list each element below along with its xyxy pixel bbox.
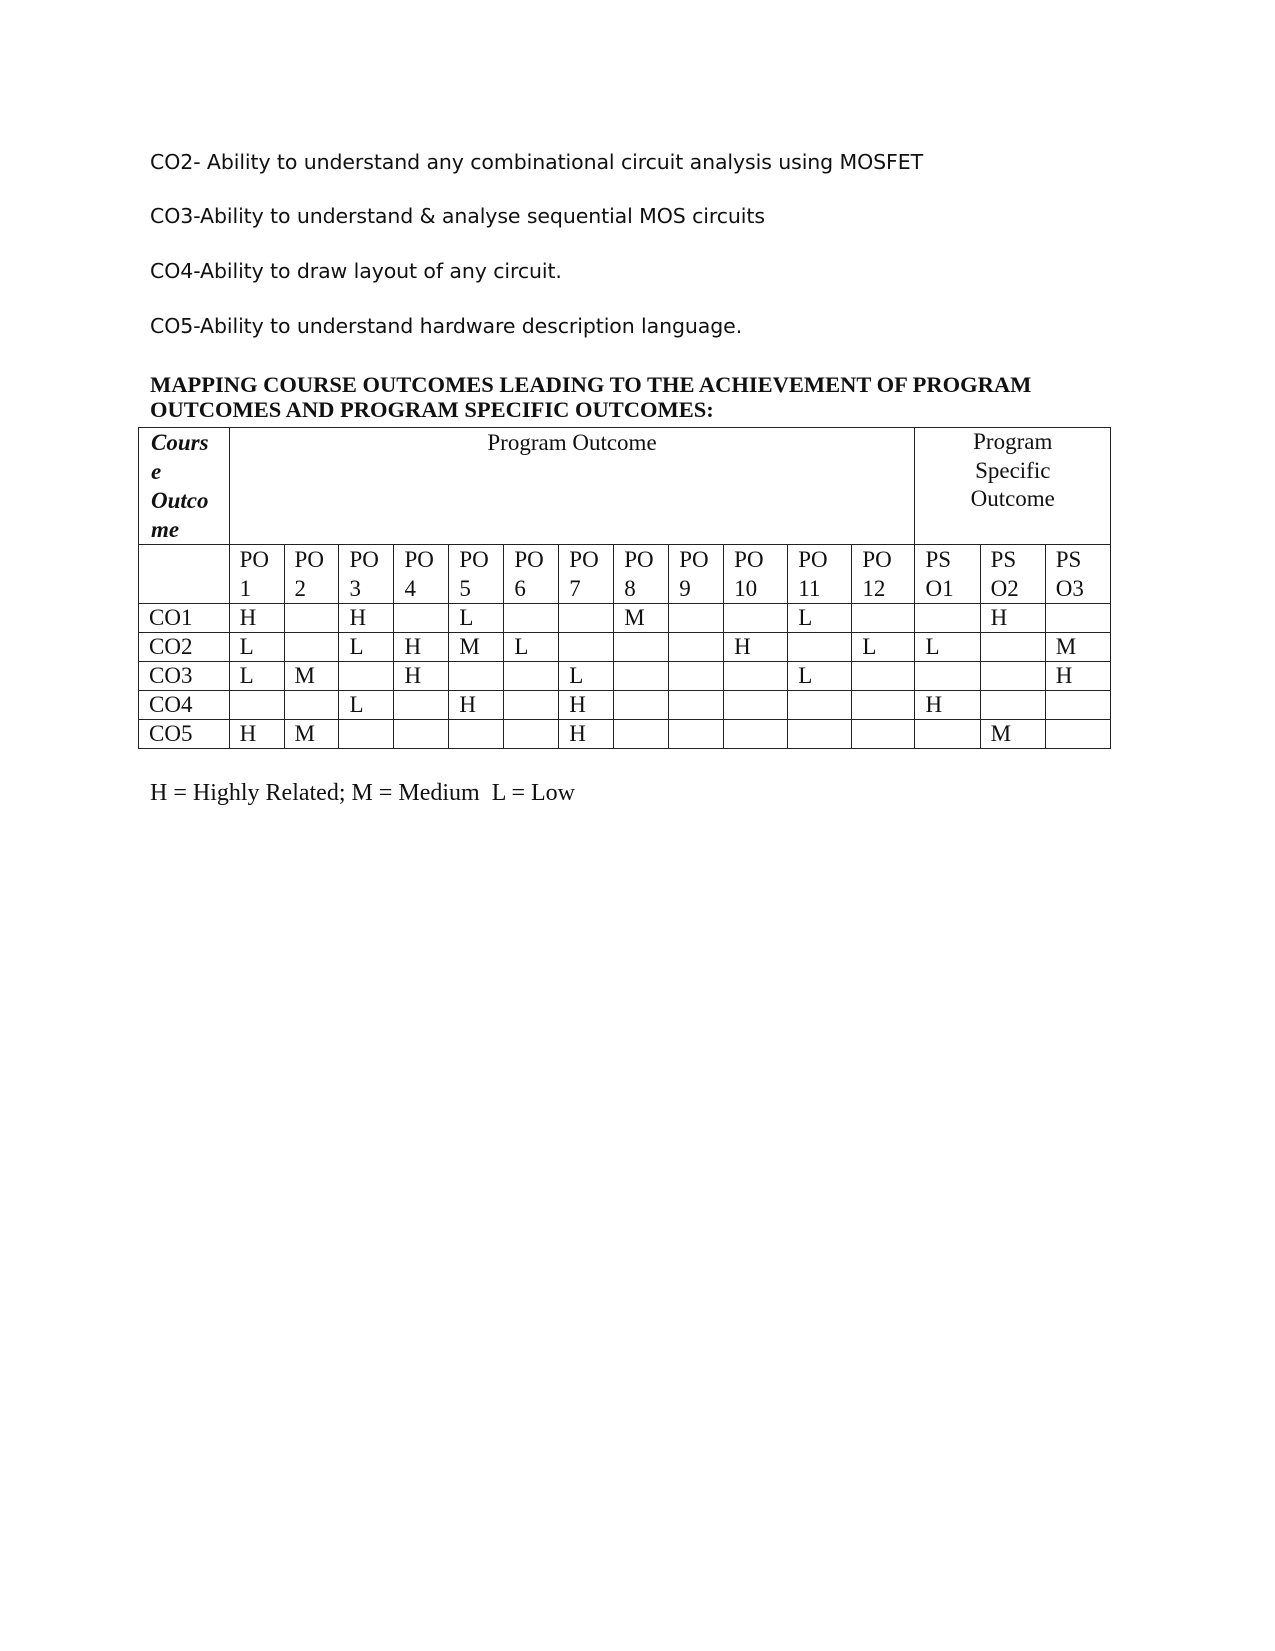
column-header-cell: PO 7: [559, 545, 614, 604]
table-cell: [284, 604, 339, 633]
row-label-cell: CO4: [139, 691, 230, 720]
table-row: [139, 691, 1111, 720]
table-cell: M: [284, 662, 339, 691]
table-cell: [614, 691, 669, 720]
course-outcome-co4: CO4-Ability to draw layout of any circuit.: [150, 259, 562, 283]
table-cell: [229, 691, 284, 720]
row-label-cell: CO5: [139, 720, 230, 749]
table-cell: [915, 604, 980, 633]
empty-corner-cell: [139, 545, 230, 604]
table-cell: [284, 633, 339, 662]
course-outcome-header: Cours e Outco me: [139, 428, 230, 545]
table-cell: [669, 662, 724, 691]
column-header-cell: PO 2: [284, 545, 339, 604]
column-header-cell: PS O3: [1045, 545, 1110, 604]
table-cell: H: [724, 633, 788, 662]
table-cell: [980, 691, 1045, 720]
table-cell: [980, 633, 1045, 662]
table-cell: [614, 720, 669, 749]
table-cell: [504, 604, 559, 633]
table-cell: [394, 720, 449, 749]
table-cell: [504, 662, 559, 691]
row-label-cell: CO2: [139, 633, 230, 662]
table-cell: [1045, 604, 1110, 633]
table-cell: L: [339, 633, 394, 662]
table-cell: [559, 604, 614, 633]
table-cell: L: [449, 604, 504, 633]
table-cell: [852, 691, 915, 720]
table-cell: L: [852, 633, 915, 662]
table-cell: M: [284, 720, 339, 749]
row-label-cell: CO1: [139, 604, 230, 633]
column-header-cell: PO 9: [669, 545, 724, 604]
course-outcome-co3: CO3-Ability to understand & analyse sequential MOS circuits: [150, 204, 765, 228]
mapping-heading-line2: OUTCOMES AND PROGRAM SPECIFIC OUTCOMES:: [150, 397, 714, 422]
table-cell: L: [788, 604, 852, 633]
table-cell: [1045, 720, 1110, 749]
table-cell: [669, 633, 724, 662]
column-header-cell: PO 3: [339, 545, 394, 604]
table-cell: [852, 604, 915, 633]
table-cell: [449, 720, 504, 749]
table-row: [139, 720, 1111, 749]
column-header-cell: PO 1: [229, 545, 284, 604]
table-cell: [852, 662, 915, 691]
table-cell: [449, 662, 504, 691]
program-outcome-header: Program Outcome: [229, 428, 915, 545]
table-cell: [915, 662, 980, 691]
table-cell: L: [229, 662, 284, 691]
table-row: [139, 633, 1111, 662]
table-cell: [852, 720, 915, 749]
table-cell: [669, 691, 724, 720]
table-cell: M: [1045, 633, 1110, 662]
table-cell: [724, 720, 788, 749]
table-cell: H: [980, 604, 1045, 633]
table-cell: [1045, 691, 1110, 720]
table-row: [139, 604, 1111, 633]
table-cell: L: [504, 633, 559, 662]
table-cell: H: [394, 662, 449, 691]
table-cell: H: [449, 691, 504, 720]
column-header-cell: PS O1: [915, 545, 980, 604]
table-cell: [504, 691, 559, 720]
table-cell: [915, 720, 980, 749]
table-row: [139, 662, 1111, 691]
course-outcome-co2: CO2- Ability to understand any combinational circuit analysis using MOSFET: [150, 150, 924, 174]
table-cell: H: [915, 691, 980, 720]
table-cell: M: [980, 720, 1045, 749]
column-header-cell: PS O2: [980, 545, 1045, 604]
table-cell: H: [229, 604, 284, 633]
mapping-heading-line1: MAPPING COURSE OUTCOMES LEADING TO THE ACHIEVEMENT OF PROGRAM: [150, 372, 1032, 397]
table-cell: [614, 662, 669, 691]
table-cell: [724, 691, 788, 720]
table-cell: H: [339, 604, 394, 633]
table-cell: L: [339, 691, 394, 720]
table-cell: [788, 691, 852, 720]
table-cell: [980, 662, 1045, 691]
table-cell: H: [394, 633, 449, 662]
table-cell: [284, 691, 339, 720]
program-specific-outcome-header: Program Specific Outcome: [915, 428, 1111, 545]
column-header-row: [139, 545, 1111, 604]
column-header-cell: PO 4: [394, 545, 449, 604]
table-cell: H: [229, 720, 284, 749]
column-header-cell: PO 6: [504, 545, 559, 604]
table-cell: [559, 633, 614, 662]
table-cell: [669, 604, 724, 633]
table-cell: L: [788, 662, 852, 691]
table-cell: M: [449, 633, 504, 662]
table-cell: L: [915, 633, 980, 662]
table-cell: [394, 604, 449, 633]
table-cell: [788, 633, 852, 662]
table-cell: H: [1045, 662, 1110, 691]
row-label-cell: CO3: [139, 662, 230, 691]
column-header-cell: PO 5: [449, 545, 504, 604]
table-cell: M: [614, 604, 669, 633]
table-cell: H: [559, 691, 614, 720]
table-cell: [788, 720, 852, 749]
legend: H = Highly Related; M = Medium L = Low: [150, 780, 576, 806]
table-cell: [504, 720, 559, 749]
course-outcome-co5: CO5-Ability to understand hardware description language.: [150, 314, 743, 338]
table-cell: [724, 662, 788, 691]
table-cell: L: [229, 633, 284, 662]
column-header-cell: PO 10: [724, 545, 788, 604]
group-header-row: [139, 428, 1111, 545]
column-header-cell: PO 11: [788, 545, 852, 604]
table-cell: H: [559, 720, 614, 749]
outcome-mapping-table: [138, 427, 1111, 749]
table-cell: [339, 662, 394, 691]
table-cell: [339, 720, 394, 749]
column-header-cell: PO 8: [614, 545, 669, 604]
mapping-heading: [150, 372, 1110, 422]
table-cell: [614, 633, 669, 662]
table-cell: [724, 604, 788, 633]
table-cell: [669, 720, 724, 749]
table-cell: [394, 691, 449, 720]
table-cell: L: [559, 662, 614, 691]
column-header-cell: PO 12: [852, 545, 915, 604]
